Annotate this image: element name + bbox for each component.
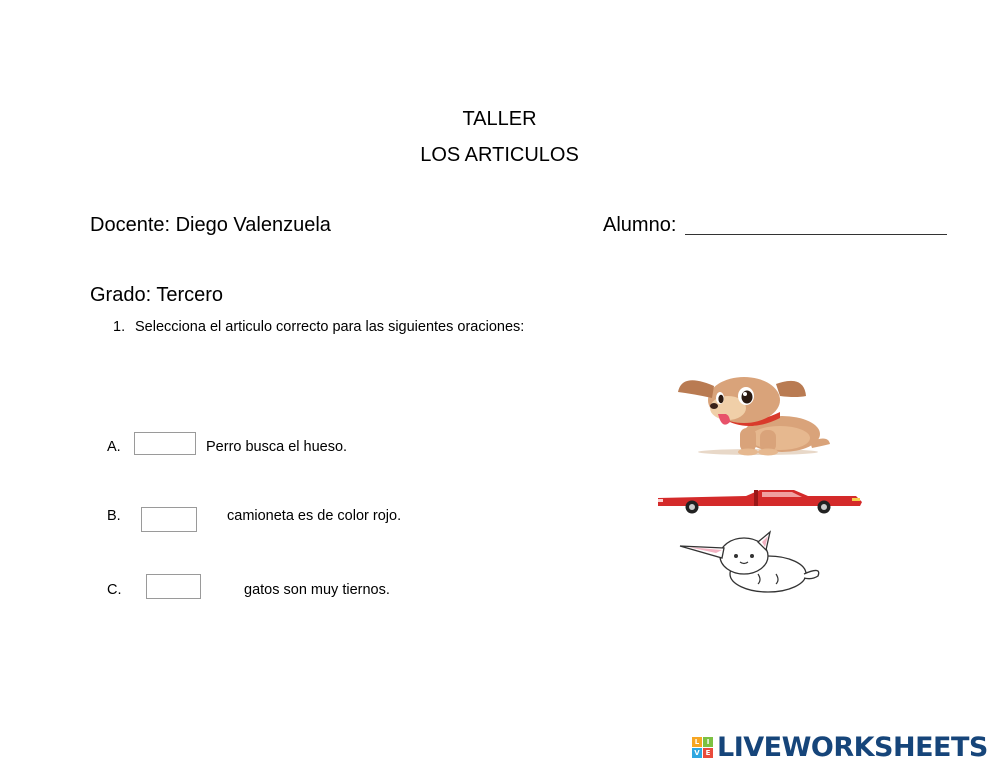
logo-cubes-icon [692,737,714,759]
worksheet-title: TALLER [462,108,537,130]
logo-cube-i: I [703,737,713,747]
item-c-answer-box[interactable] [146,574,201,599]
item-b-sentence: camioneta es de color rojo. [227,508,402,524]
instruction-text: Selecciona el articulo correcto para las siguientes oraciones: [135,319,525,335]
student-label: Alumno: [603,214,677,236]
red-car-illustration [656,488,864,514]
worksheet-subtitle: LOS ARTICULOS [420,144,579,166]
liveworksheets-logo[interactable] [692,733,988,763]
teacher-label: Docente: Diego Valenzuela [90,214,331,236]
item-b-answer-box[interactable] [141,507,197,532]
item-b-letter: B. [107,508,121,524]
item-a-sentence: Perro busca el hueso. [206,439,348,455]
grade-label: Grado: Tercero [90,284,224,306]
item-a-letter: A. [107,439,121,455]
logo-cube-l: L [692,737,702,747]
cat-illustration [678,530,822,594]
logo-text: LIVEWORKSHEETS [717,732,988,763]
item-a-answer-box[interactable] [134,432,196,455]
student-name-line [685,234,947,235]
logo-cube-e: E [703,748,713,758]
instruction-number: 1. [113,319,126,335]
dog-illustration [672,372,834,456]
item-c-letter: C. [107,582,122,598]
item-c-sentence: gatos son muy tiernos. [244,582,390,598]
logo-cube-v: V [692,748,702,758]
